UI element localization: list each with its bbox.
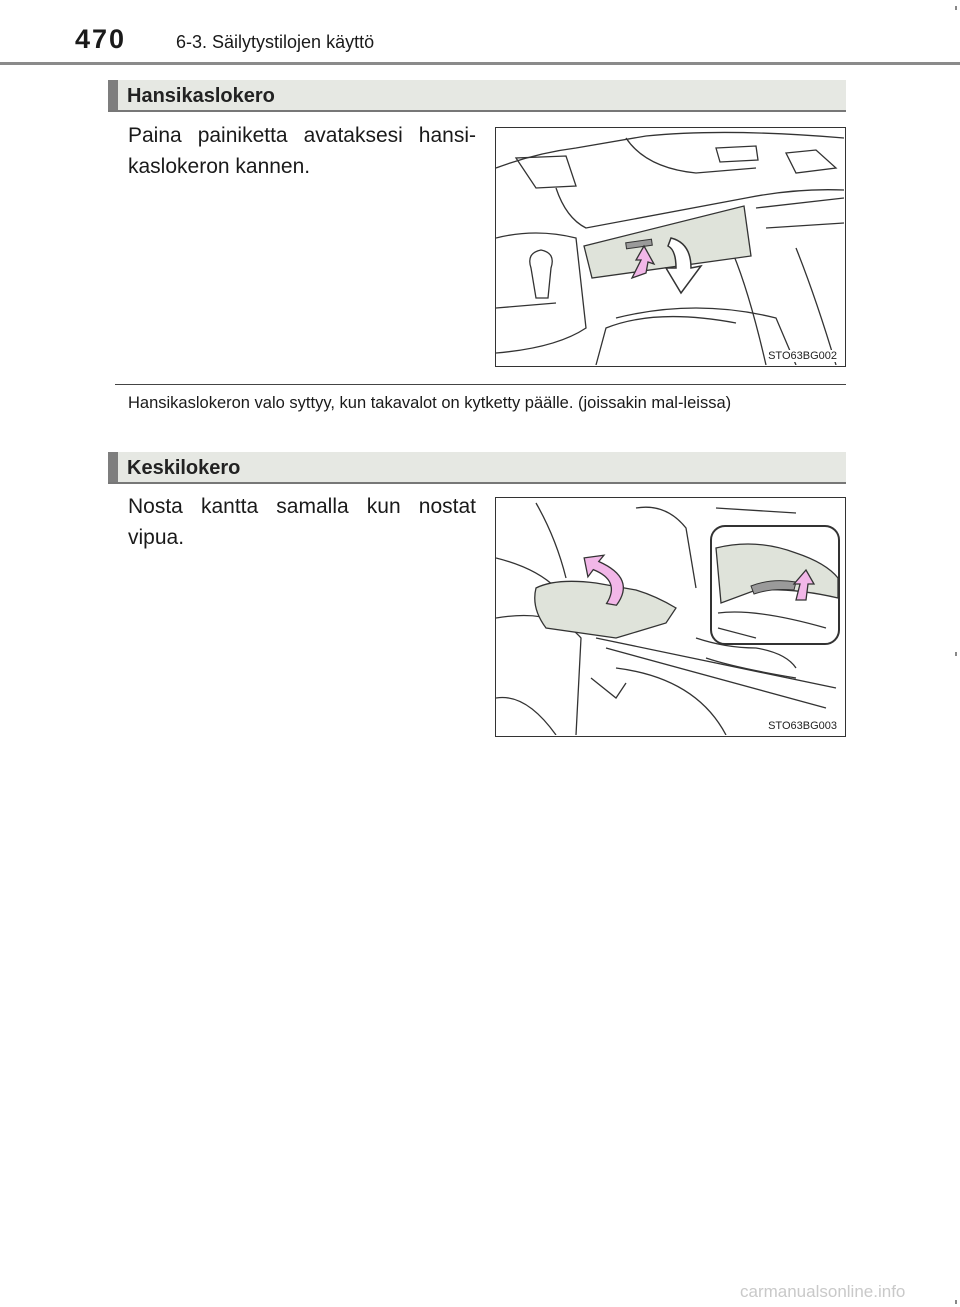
console-box-illustration [495, 497, 846, 737]
header-rule [0, 62, 960, 65]
edge-tick [955, 652, 957, 656]
running-head: 6-3. Säilytystilojen käyttö [176, 32, 375, 52]
edge-tick [955, 1300, 957, 1304]
console-box-drawing [496, 498, 844, 735]
section-heading-accent [108, 80, 118, 110]
page-number: 470 [75, 24, 127, 54]
figure-code: STO63BG003 [768, 720, 837, 732]
glovebox-drawing [496, 128, 844, 365]
console-lid-shape [535, 581, 676, 638]
instruction-text: Nosta kantta samalla kun nostat vipua. [128, 495, 476, 549]
section-heading-accent [108, 452, 118, 482]
edge-tick [955, 6, 957, 10]
glovebox-illustration [495, 127, 846, 367]
note-rule [115, 384, 846, 385]
instruction-text: Paina painiketta avataksesi hansi-kaslokeron kannen. [128, 124, 476, 178]
section-title: Hansikaslokero [127, 85, 275, 107]
section-heading-console-box [108, 452, 846, 484]
watermark: carmanualsonline.info [740, 1282, 906, 1301]
section-heading-glovebox [108, 80, 846, 112]
section-title: Keskilokero [127, 457, 241, 479]
figure-code: STO63BG002 [768, 350, 837, 362]
glovebox-lid-shape [584, 206, 751, 278]
note-text: Hansikaslokeron valo syttyy, kun takavalot on kytketty päälle. (joissakin mal-leissa) [128, 394, 732, 412]
